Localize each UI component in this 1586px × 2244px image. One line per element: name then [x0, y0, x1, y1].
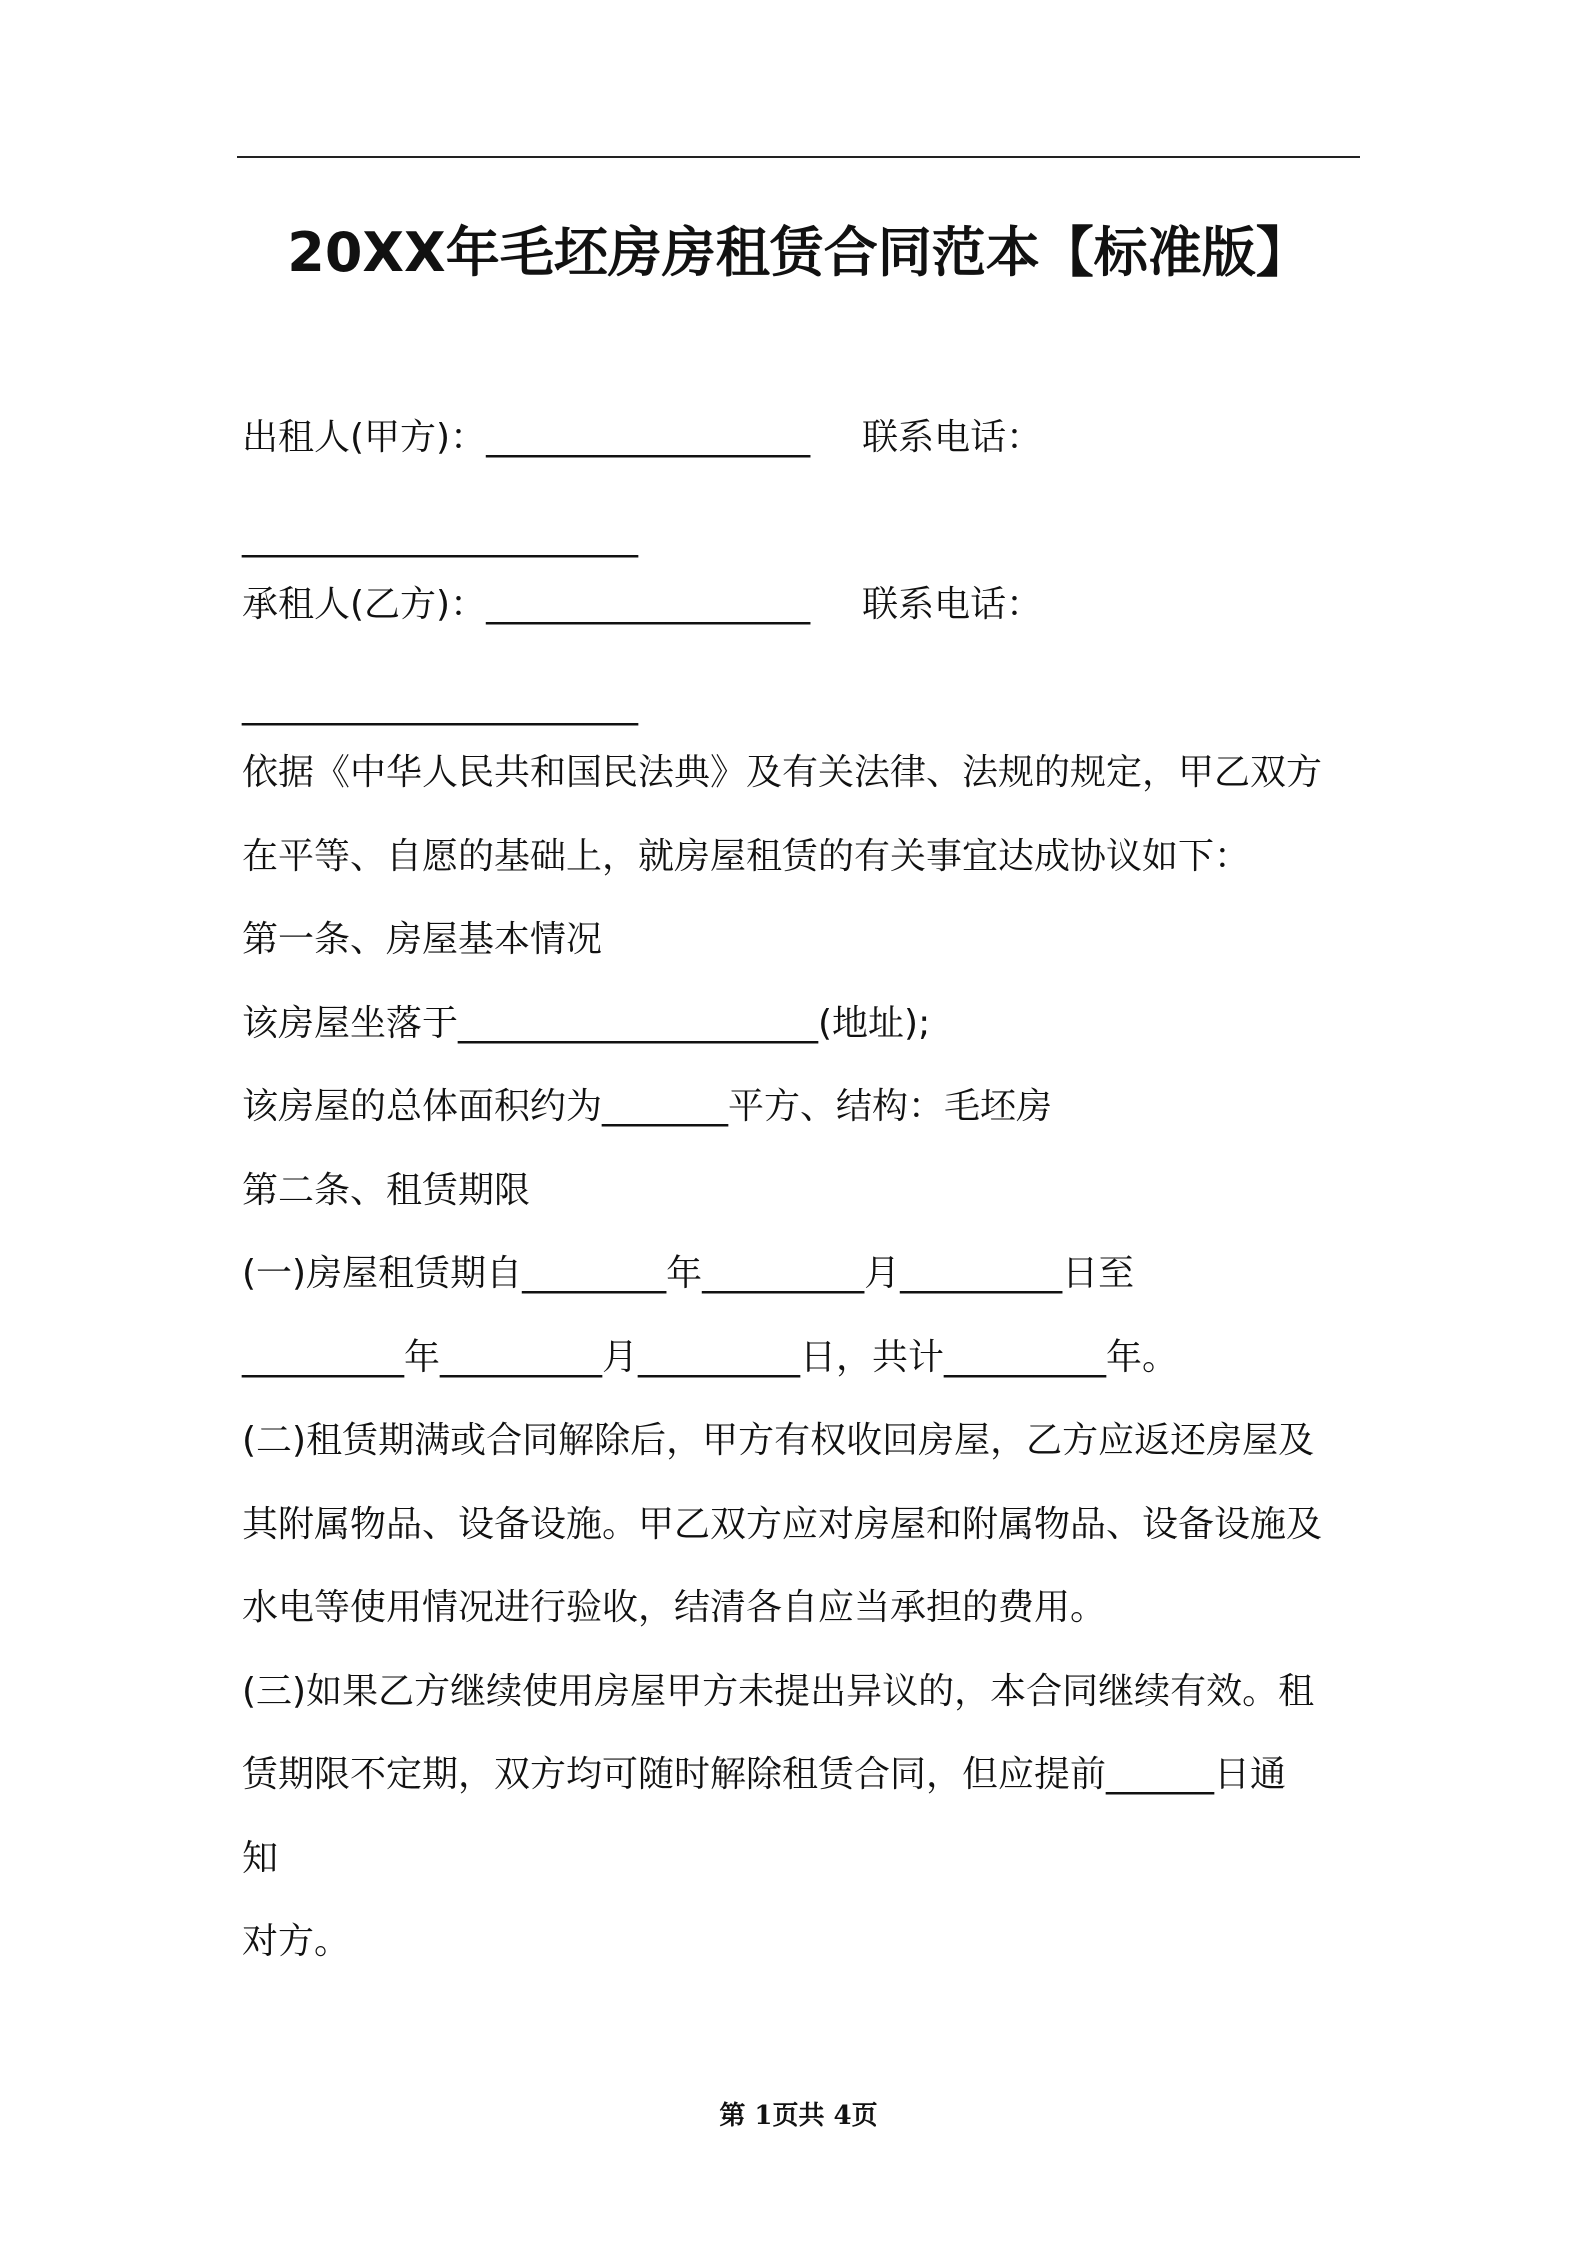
intro-line-2: 在平等、自愿的基础上，就房屋租赁的有关事宜达成协议如下：: [242, 836, 1251, 877]
article-2-clause-3-line-2: 赁期限不定期，双方均可随时解除租赁合同，但应提前______日通: [242, 1754, 1287, 1795]
lessee-label: 承租人(乙方)：__________________: [242, 584, 811, 625]
article-2-clause-1-line-2: _________年_________月_________日，共计_________年。: [242, 1337, 1179, 1378]
article-1-title: 第一条、房屋基本情况: [242, 919, 603, 960]
lessor-phone-label: 联系电话：: [862, 417, 1043, 458]
article-2-title: 第二条、租赁期限: [242, 1170, 531, 1211]
article-2-clause-3-line-1: (三)如果乙方继续使用房屋甲方未提出异议的，本合同继续有效。租: [242, 1671, 1315, 1712]
article-2-clause-2-line-2: 其附属物品、设备设施。甲乙双方应对房屋和附属物品、设备设施及: [242, 1504, 1323, 1545]
document-title: 20XX年毛坯房房租赁合同范本【标准版】: [287, 221, 1310, 284]
article-1-address: 该房屋坐落于____________________(地址);: [242, 1003, 931, 1044]
page-indicator: 第 1页共 4页: [719, 2101, 878, 2131]
lessor-phone-blank: ______________________: [242, 517, 638, 558]
article-2-clause-1-line-1: (一)房屋租赁期自________年_________月_________日至: [242, 1253, 1135, 1294]
lessor-line: [242, 413, 1042, 463]
lessee-phone-label: 联系电话：: [862, 584, 1043, 625]
lessor-label: 出租人(甲方)：__________________: [242, 417, 811, 458]
article-2-clause-2-line-3: 水电等使用情况进行验收，结清各自应当承担的费用。: [242, 1587, 1107, 1628]
lessee-phone-blank: ______________________: [242, 685, 638, 726]
intro-line-1: 依据《中华人民共和国民法典》及有关法律、法规的规定，甲乙双方: [242, 752, 1323, 793]
article-2-clause-2-line-1: (二)租赁期满或合同解除后，甲方有权收回房屋，乙方应返还房屋及: [242, 1420, 1315, 1461]
article-2-clause-3-line-4: 对方。: [242, 1921, 351, 1962]
article-1-area: 该房屋的总体面积约为_______平方、结构：毛坯房: [242, 1086, 1053, 1127]
lessee-line: [242, 580, 1042, 630]
article-2-clause-3-line-3: 知: [242, 1838, 279, 1879]
header-rule: [237, 156, 1360, 158]
